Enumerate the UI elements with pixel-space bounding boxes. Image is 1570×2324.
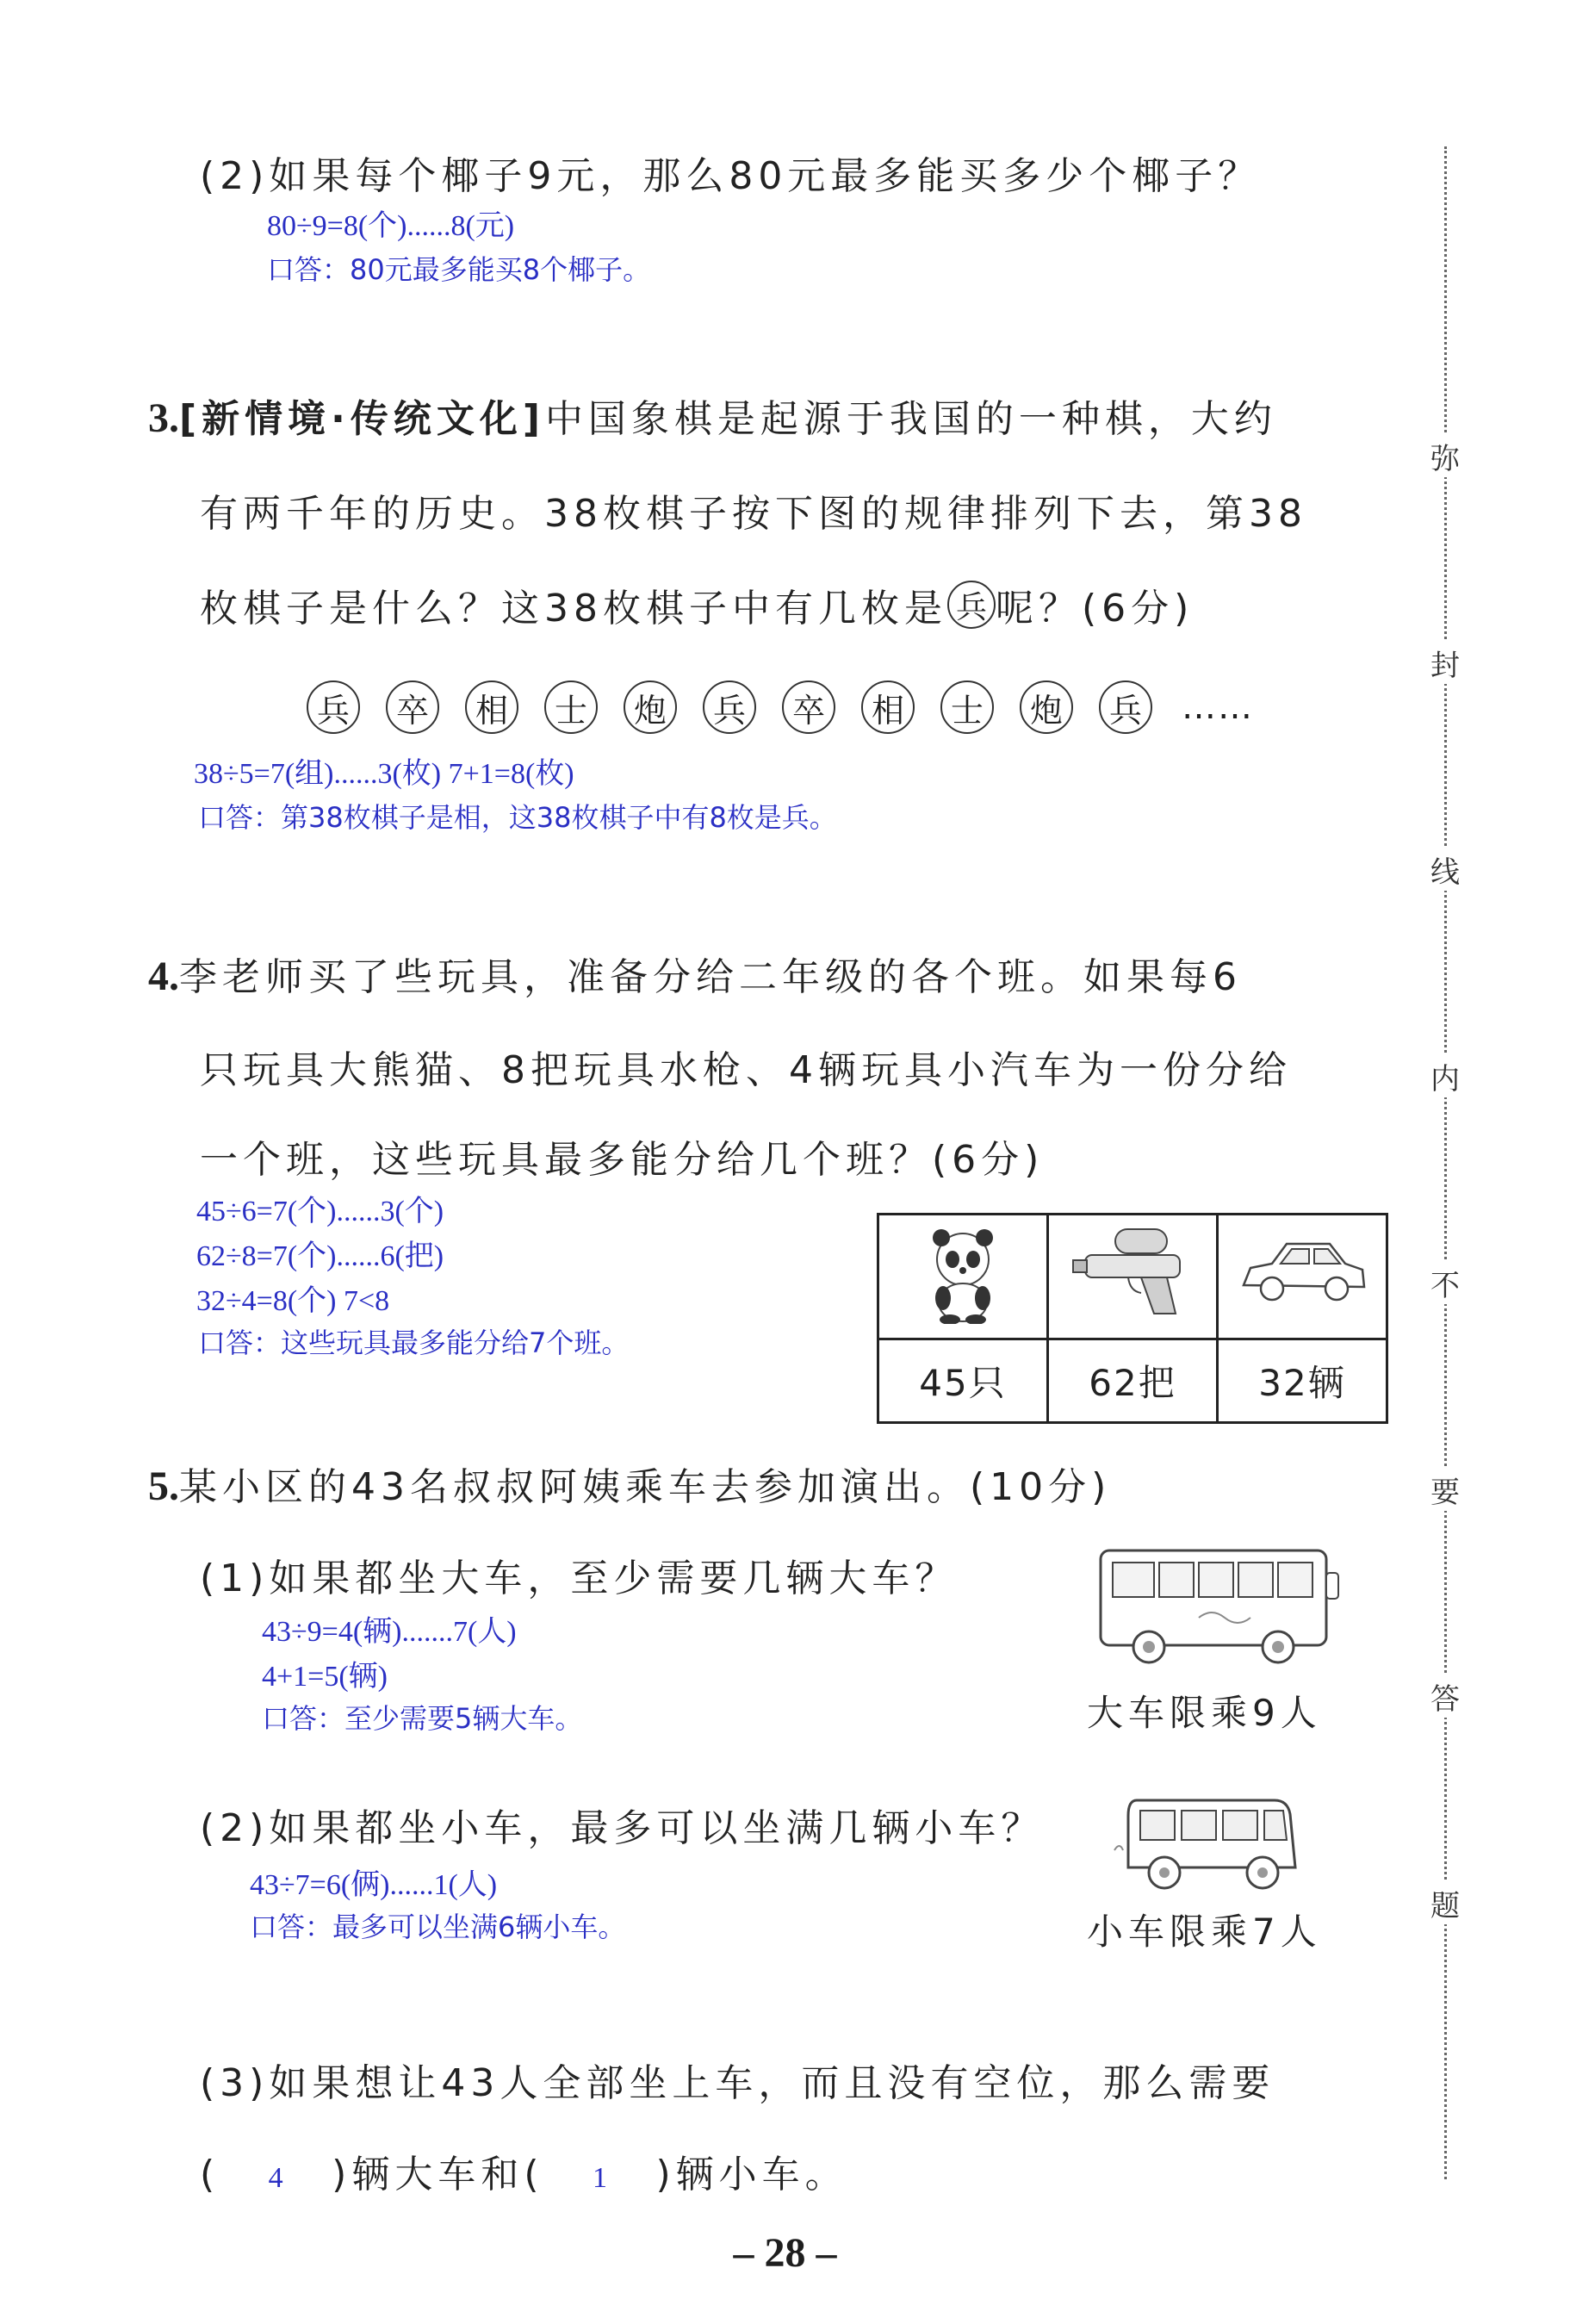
q4-line2: 只玩具大熊猫、8把玩具水枪、4辆玩具小汽车为一份分给 — [200, 1048, 1292, 1092]
page-number: – 28 – — [733, 2230, 837, 2276]
q5-text1: 某小区的43名叔叔阿姨乘车去参加演出。(10分) — [179, 1465, 1112, 1509]
toy-table — [877, 1213, 1388, 1424]
margin-char: 封 — [1424, 642, 1466, 684]
chess-piece: 相 — [465, 680, 518, 734]
van-caption: 小车限乘7人 — [1087, 1911, 1322, 1953]
q4-number: 4. — [148, 954, 179, 999]
q4-line1 — [148, 946, 1242, 1001]
q3-text3b: 呢？(6分) — [996, 587, 1195, 631]
q3-line3 — [200, 577, 1194, 632]
water-gun-cell — [1048, 1215, 1218, 1339]
chess-piece: 炮 — [624, 680, 677, 734]
q5-p2-answer-oral: 口答：最多可以坐满6辆小车。 — [250, 1911, 626, 1943]
q4-text1: 李老师买了些玩具，准备分给二年级的各个班。如果每6 — [179, 955, 1242, 999]
q4-line3: 一个班，这些玩具最多能分给几个班？(6分) — [200, 1138, 1045, 1182]
q3-text3a: 枚棋子是什么？这38枚棋子中有几枚是 — [200, 587, 947, 631]
water-gun-icon — [1068, 1221, 1197, 1324]
q5-line1 — [148, 1456, 1111, 1511]
q5-p1-prompt: (1)如果都坐大车，至少需要几辆大车？ — [200, 1557, 959, 1600]
q4-answer-calc1: 45÷6=7(个)......3(个) — [196, 1196, 444, 1227]
q3-answer-calc: 38÷5=7(组)......3(枚) 7+1=8(枚) — [194, 758, 574, 790]
q2-answer-calc: 80÷9=8(个)......8(元) — [267, 210, 515, 242]
margin-char: 不 — [1424, 1262, 1466, 1304]
panda-count: 45只 — [878, 1339, 1048, 1423]
chess-piece: 兵 — [307, 680, 360, 734]
q5-p3-mid: )辆大车和( — [332, 2153, 544, 2197]
margin-char: 弥 — [1424, 435, 1466, 477]
chess-piece: 相 — [861, 680, 915, 734]
q5-p2-prompt: (2)如果都坐小车，最多可以坐满几辆小车？ — [200, 1806, 1045, 1850]
chess-piece: 士 — [544, 680, 598, 734]
q2-prompt: (2)如果每个椰子9元，那么80元最多能买多少个椰子？ — [200, 154, 1262, 198]
bus-caption: 大车限乘9人 — [1087, 1692, 1322, 1734]
water-gun-count: 62把 — [1048, 1339, 1218, 1423]
bing-circle-icon: 兵 — [947, 581, 996, 629]
chess-piece-sequence — [307, 680, 1254, 734]
q3-line1 — [148, 388, 1277, 443]
margin-char: 题 — [1424, 1882, 1466, 1924]
q5-p3-blank-big-bus: 4 — [268, 2162, 283, 2194]
chess-piece: 士 — [940, 680, 994, 734]
q5-p2-answer-calc: 43÷7=6(俩)......1(人) — [250, 1869, 498, 1901]
chess-piece: 兵 — [1099, 680, 1152, 734]
q5-p3-blank-small-car: 1 — [593, 2162, 608, 2194]
q4-answer-oral: 口答：这些玩具最多能分给7个班。 — [198, 1327, 630, 1359]
panda-icon — [915, 1221, 1010, 1324]
margin-char: 答 — [1424, 1675, 1466, 1718]
q5-p3-end: )辆小车。 — [655, 2153, 848, 2197]
chess-piece: 炮 — [1020, 680, 1073, 734]
q5-p1-answer-calc2: 4+1=5(辆) — [262, 1661, 388, 1693]
margin-char: 内 — [1424, 1055, 1466, 1097]
q4-answer-calc3: 32÷4=8(个) 7<8 — [196, 1285, 390, 1317]
bus-icon — [1095, 1542, 1345, 1671]
toy-car-cell — [1218, 1215, 1387, 1339]
chess-piece: 兵 — [703, 680, 756, 734]
q3-text1: 中国象棋是起源于我国的一种棋，大约 — [544, 397, 1277, 441]
panda-cell — [878, 1215, 1048, 1339]
van-icon — [1111, 1790, 1309, 1902]
q3-tag: [新情境·传统文化] — [179, 397, 545, 441]
sequence-ellipsis: …… — [1182, 687, 1254, 727]
toy-car-icon — [1233, 1225, 1371, 1320]
q4-answer-calc2: 62÷8=7(个)......6(把) — [196, 1240, 444, 1272]
q5-p1-answer-calc1: 43÷9=4(辆).......7(人) — [262, 1616, 517, 1648]
q3-answer-oral: 口答：第38枚棋子是相，这38枚棋子中有8枚是兵。 — [198, 801, 837, 834]
chess-piece: 卒 — [386, 680, 439, 734]
toy-car-count: 32辆 — [1218, 1339, 1387, 1423]
q5-p3-line1: (3)如果想让43人全部坐上车，而且没有空位，那么需要 — [200, 2061, 1275, 2105]
margin-char: 要 — [1424, 1469, 1466, 1511]
q3-number: 3. — [148, 395, 179, 441]
margin-char: 线 — [1424, 848, 1466, 891]
q5-p1-answer-oral: 口答：至少需要5辆大车。 — [262, 1702, 583, 1735]
q5-p3-open1: ( — [200, 2153, 220, 2197]
q3-line2: 有两千年的历史。38枚棋子按下图的规律排列下去，第38 — [200, 492, 1307, 536]
q5-number: 5. — [148, 1463, 179, 1509]
q5-p3-line2 — [200, 2143, 848, 2198]
q2-answer-oral: 口答：80元最多能买8个椰子。 — [267, 253, 651, 286]
chess-piece: 卒 — [782, 680, 835, 734]
